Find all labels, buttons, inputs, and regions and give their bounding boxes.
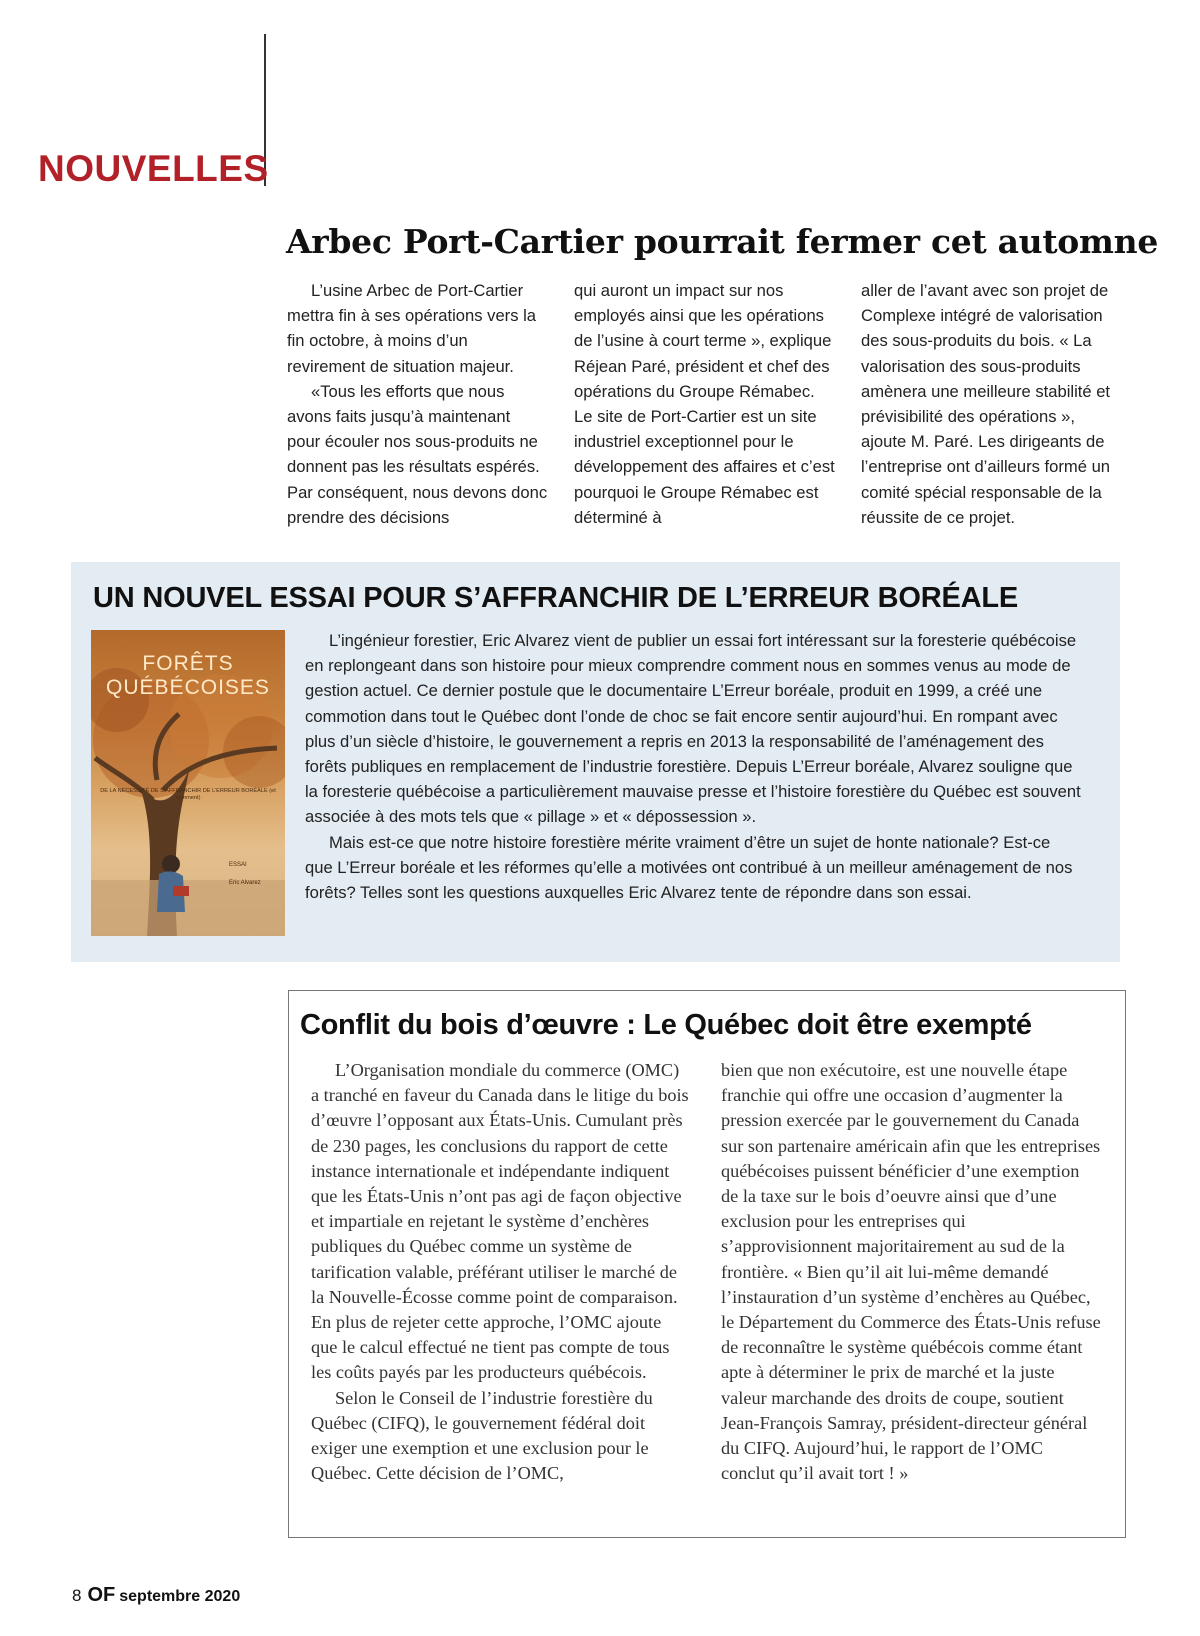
article3-paragraph: L’Organisation mondiale du commerce (OMC) a tranché en faveur du Canada dans le litige du bois d’œuvre l’opposant aux États-Unis. Cumulant près de 230 pages, les conclusions du rapport de cette instance internationale et indépendante indiquent que les États-Unis n’ont pas agi de façon objective et impartiale en rejetant le système d’enchères publiques du Québec comme un système de tarification valable, préférant utiliser le marché de la Nouvelle-Écosse comme point de comparaison. En plus de rejeter cette approche, l’OMC ajoute que le calcul effectué ne tient pas compte de tous les coûts payés par les producteurs québécois. bbox=[311, 1060, 689, 1383]
article2-title: UN NOUVEL ESSAI POUR S’AFFRANCHIR DE L’ERREUR BORÉALE bbox=[93, 582, 1019, 614]
article3-paragraph: bien que non exécutoire, est une nouvelle étape franchie qui offre une occasion d’augmenter la pression exercée par le gouvernement du Canada sur son partenaire américain afin que les entreprises québécoises puissent bénéficier d’une exemption de la taxe sur le bois d’oeuvre ainsi que d’une exclusion pour les entreprises qui s’approvisionnent majoritairement au sud de la frontière. « Bien qu’il ait lui-même demandé l’instauration d’un système d’enchères au Québec, le Département du Commerce des États-Unis refuse de reconnaître le système québécois comme étant apte à déterminer le prix de marché et la juste valeur marchande des droits de coupe, soutient Jean-François Samray, président-directeur général du CIFQ. Aujourd’hui, le rapport de l’OMC conclut qu’il avait tort ! » bbox=[721, 1060, 1101, 1484]
article1-column-1 bbox=[287, 278, 548, 530]
magazine-brand: OF bbox=[87, 1584, 116, 1606]
article3-column-2 bbox=[721, 1058, 1101, 1486]
article1-body bbox=[287, 278, 1122, 530]
article1-column-2 bbox=[574, 278, 835, 530]
article1-paragraph: qui auront un impact sur nos employés ainsi que les opérations de l’usine à court terme », explique Réjean Paré, président et chef des opérations du Groupe Rémabec. Le site de Port-Cartier est un site industriel exceptionnel pour le développement des affaires et c’est pourquoi le Groupe Rémabec est déterminé à bbox=[574, 281, 835, 527]
essay-feature-box bbox=[71, 562, 1120, 962]
article1-paragraph: L’usine Arbec de Port-Cartier mettra fin à ses opérations vers la fin octobre, à moins d’un revirement de situation majeur. bbox=[287, 281, 537, 376]
book-author: Eric Alvarez bbox=[229, 880, 261, 886]
section-label: NOUVELLES bbox=[38, 148, 269, 189]
book-subtitle: DE LA NÉCESSITÉ DE S’AFFRANCHIR DE L’ERREUR BORÉALE (et comment) bbox=[100, 788, 276, 801]
book-title-line-2: QUÉBÉCOISES bbox=[106, 676, 270, 699]
article1-paragraph: aller de l’avant avec son projet de Complexe intégré de valorisation des sous-produits du bois. « La valorisation des sous-produits amènera une meilleure stabilité et prévisibilité des opérations », ajoute M. Paré. Les dirigeants de l’entreprise ont d’ailleurs formé un comité spécial responsable de la réussite de ce projet. bbox=[861, 281, 1111, 527]
article1-column-3 bbox=[861, 278, 1122, 530]
softwood-lumber-box bbox=[288, 990, 1126, 1538]
article1-paragraph: «Tous les efforts que nous avons faits jusqu’à maintenant pour écouler nos sous-produits ne donnent pas les résultats espérés. Par conséquent, nous devons donc prendre des décisions bbox=[287, 381, 548, 527]
article2-paragraph: Mais est-ce que notre histoire forestière mérite vraiment d’être un sujet de honte nationale? Est-ce que L’Erreur boréale et les réformes qu’elle a motivées ont contribué à un meilleur aménagement de nos forêts? Telles sont les questions auxquelles Eric Alvarez tente de répondre dans son essai. bbox=[305, 832, 1073, 903]
article3-paragraph: Selon le Conseil de l’industrie forestière du Québec (CIFQ), le gouvernement fédéral doit exiger une exemption et une exclusion pour le Québec. Cette décision de l’OMC, bbox=[311, 1387, 653, 1484]
page-number: 8 bbox=[72, 1586, 82, 1605]
book-cover bbox=[91, 630, 285, 936]
article3-column-1 bbox=[311, 1058, 691, 1486]
article2-paragraph: L’ingénieur forestier, Eric Alvarez vient de publier un essai fort intéressant sur la foresterie québécoise en replongeant dans son histoire pour mieux comprendre comment nous en sommes venus au mode de gestion actuel. Ce dernier postule que le documentaire L’Erreur boréale, produit en 1999, a créé une commotion dans tout le Québec dont l’onde de choc se fait encore sentir aujourd’hui. En rompant avec plus d’un siècle d’histoire, le gouvernement a repris en 2013 la responsabilité de l’aménagement des forêts publiques en remplacement de l’industrie forestière. Depuis L’Erreur boréale, Alvarez souligne que la foresterie québécoise a particulièrement mauvaise presse et l’histoire forestière du Québec est souvent associée à des mots tels que « pillage » et « dépossession ». bbox=[305, 631, 1081, 827]
article3-title: Conflit du bois d’œuvre : Le Québec doit être exempté bbox=[300, 1009, 1032, 1041]
book-genre: ESSAI bbox=[229, 862, 247, 868]
article1-title: Arbec Port-Cartier pourrait fermer cet automne bbox=[286, 222, 1159, 261]
issue-date: septembre 2020 bbox=[119, 1588, 241, 1605]
article2-body bbox=[305, 628, 1081, 905]
book-title-line-1: FORÊTS bbox=[142, 652, 234, 675]
article3-body bbox=[311, 1058, 1101, 1486]
page-footer bbox=[72, 1584, 240, 1607]
